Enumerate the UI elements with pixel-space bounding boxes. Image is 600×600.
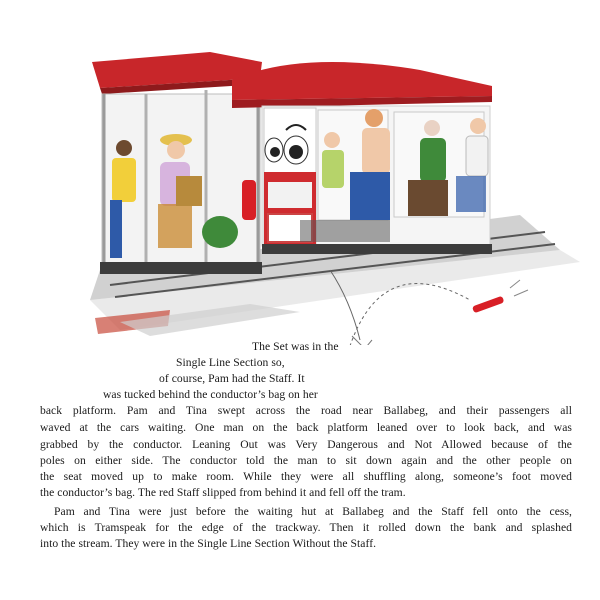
text-line: was tucked behind the conductor’s bag on her (103, 388, 318, 401)
text-line: Pam and Tina were just before the waiting hut at Ballabeg and the Staff fell onto the cess, (54, 505, 572, 518)
text-line: which is Tramspeak for the edge of the trackway. Then it rolled down the bank and splashed (40, 521, 572, 534)
text-line: into the stream. They were in the Single Line Section Without the Staff. (40, 537, 377, 550)
text-line: grabbed by the conductor. Leaning Out was Very Dangerous and Not Allowed because of the (40, 438, 572, 451)
text-line: The Set was in the (252, 340, 339, 353)
text-line: the conductor’s bag. The red Staff slipped from behind it and fell off the tram. (40, 486, 406, 499)
text-line: poles on either side. The conductor told the man to sit down again and the other people on (40, 454, 572, 467)
text-line: of course, Pam had the Staff. It (159, 372, 305, 385)
text-line: the seat moved up to make room. While they were all shuffling along, someone’s foot moved (40, 470, 572, 483)
text-line: waved at the cars waiting. One man on the back platform leaned over to look back, and was (40, 421, 572, 434)
text-line: back platform. Pam and Tina swept across the road near Ballabeg, and their passengers all (40, 404, 572, 417)
text-line: Single Line Section so, (176, 356, 285, 369)
